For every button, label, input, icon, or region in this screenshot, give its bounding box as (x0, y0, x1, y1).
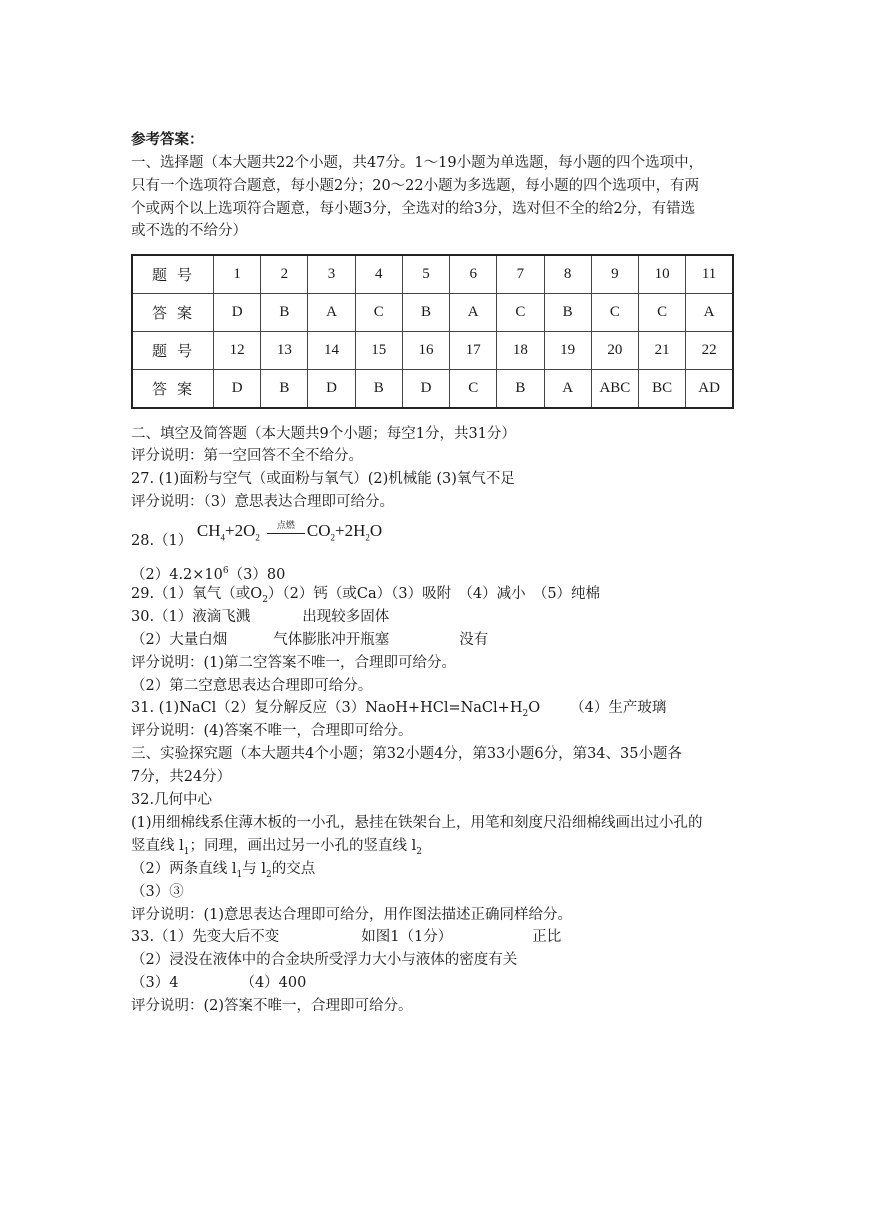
table-cell: A (544, 370, 591, 409)
subscript: 2 (265, 869, 272, 880)
table-cell: 22 (686, 332, 733, 370)
table-row-numbers-2 (132, 332, 733, 370)
eq-ch: CH (196, 521, 221, 540)
eq-o2: +2O (225, 521, 256, 540)
answer-33-3b: （4）400 (240, 975, 307, 991)
answer-32-1b (131, 836, 422, 862)
table-header-ans: 答案 (132, 294, 214, 332)
answer-33-1b: 如图1（1分） (361, 929, 453, 945)
table-cell: B (497, 370, 544, 409)
answer-31-note: 评分说明：(4)答案不唯一，合理即可给分。 (131, 723, 413, 739)
table-header-num: 题号 (132, 255, 214, 294)
section1-text-line3: 个或两个以上选项符合题意，每小题3分，全选对的给3分，选对但不全的给2分，有错选 (131, 201, 696, 217)
table-cell: 5 (402, 255, 449, 294)
table-cell: B (544, 294, 591, 332)
answer-33-1a: 33.（1）先变大后不变 (131, 929, 280, 945)
text: 与 l (242, 861, 266, 877)
table-cell: A (686, 294, 733, 332)
section1-text-line1: 一、选择题（本大题共22个小题，共47分。1～19小题为单选题，每小题的四个选项中， (131, 155, 704, 171)
table-cell: ABC (591, 370, 638, 409)
answer-28-2: （2）4.2×10 (131, 566, 223, 583)
answer-33-3 (131, 973, 306, 993)
table-cell: 2 (261, 255, 308, 294)
table-cell: 9 (591, 255, 638, 294)
table-cell: C (591, 294, 638, 332)
table-cell: A (450, 294, 497, 332)
subscript: 1 (183, 846, 190, 857)
table-cell: 12 (214, 332, 261, 370)
answer-30-1a: 30.（1）液滴飞溅 (131, 609, 251, 625)
answer-33-3a: （3）4 (131, 975, 179, 991)
section3-title-line1: 三、实验探究题（本大题共4个小题；第32小题4分，第33小题6分，第34、35小题各 (131, 746, 682, 762)
chemical-equation (197, 521, 417, 545)
table-cell: 17 (450, 332, 497, 370)
table-cell: 6 (450, 255, 497, 294)
eq-sub: 2 (365, 532, 370, 543)
text: 竖直线 l (131, 838, 184, 854)
eq-h: +2H (335, 521, 366, 540)
table-cell: C (497, 294, 544, 332)
table-row-numbers-1 (132, 255, 733, 294)
section1-text-line4: 或不选的不给分） (131, 223, 247, 239)
answer-29 (131, 584, 600, 610)
table-header-num: 题号 (132, 332, 214, 370)
answer-33-2: （2）浸没在液体中的合金块所受浮力大小与液体的密度有关 (131, 952, 518, 968)
eq-o: O (369, 521, 383, 540)
table-cell: 3 (308, 255, 355, 294)
table-cell: 18 (497, 332, 544, 370)
section3-title-line2: 7分，共24分） (131, 769, 232, 785)
table-row-answers-1 (132, 294, 733, 332)
table-cell: D (308, 370, 355, 409)
answer-32: 32.几何中心 (131, 792, 213, 808)
table-cell: B (402, 294, 449, 332)
answer-31 (131, 698, 666, 724)
answer-31-c: （4）生产玻璃 (570, 700, 667, 716)
answer-28-3: （3）80 (228, 566, 286, 583)
answer-29-a: 29.（1）氧气（或O (131, 586, 263, 602)
answer-28-part2 (131, 561, 285, 585)
answer-32-2 (131, 859, 315, 885)
table-cell: D (214, 370, 261, 409)
answer-30-1 (131, 607, 389, 627)
table-cell: 15 (355, 332, 402, 370)
answer-27: 27. (1)面粉与空气（或面粉与氧气）(2)机械能 (3)氧气不足 (131, 471, 515, 487)
answer-29-b: ）（2）钙（或Ca）（3）吸附 （4）减小 （5）纯棉 (267, 586, 601, 602)
subscript: 2 (262, 594, 268, 605)
table-cell: AD (686, 370, 733, 409)
eq-co: CO (306, 521, 331, 540)
table-row-answers-2 (132, 370, 733, 409)
answer-30-note1: 评分说明：(1)第二空答案不唯一，合理即可给分。 (131, 655, 457, 671)
table-cell: D (214, 294, 261, 332)
table-cell: 13 (261, 332, 308, 370)
answer-33-note: 评分说明：(2)答案不唯一，合理即可给分。 (131, 998, 413, 1014)
table-cell: 21 (638, 332, 685, 370)
answer-30-2a: （2）大量白烟 (131, 632, 228, 648)
table-cell: D (402, 370, 449, 409)
answer-31-b: O (528, 700, 541, 716)
text: 的交点 (271, 861, 316, 877)
text: （2）两条直线 l (131, 861, 237, 877)
text: ；同理，画出过另一小孔的竖直线 l (189, 838, 417, 854)
table-cell: C (355, 294, 402, 332)
answer-31-a: 31. (1)NaCl（2）复分解反应（3）NaoH+HCl=NaCl+H (131, 700, 523, 716)
eq-sub: 4 (220, 532, 226, 543)
reaction-condition: 点燃 (276, 520, 295, 530)
answer-32-1a: (1)用细棉线系住薄木板的一小孔，悬挂在铁架台上，用笔和刻度尺沿细棉线画出过小孔的 (131, 815, 703, 831)
answer-33-1 (131, 927, 561, 947)
table-cell: BC (638, 370, 685, 409)
subscript: 2 (416, 846, 422, 857)
answer-30-2c: 没有 (459, 632, 489, 648)
eq-sub: 2 (330, 532, 336, 543)
section1-text-line2: 只有一个选项符合题意，每小题2分；20～22小题为多选题，每小题的四个选项中，有两 (131, 178, 700, 194)
eq-sub: 2 (255, 532, 260, 543)
answer-33-1c: 正比 (532, 929, 562, 945)
table-cell: A (308, 294, 355, 332)
table-cell: 11 (686, 255, 733, 294)
subscript: 2 (522, 708, 529, 719)
table-cell: B (261, 370, 308, 409)
table-cell: B (261, 294, 308, 332)
answer-30-note2: （2）第二空意思表达合理即可给分。 (131, 678, 373, 694)
table-cell: 4 (355, 255, 402, 294)
table-cell: 1 (214, 255, 261, 294)
table-cell: 7 (497, 255, 544, 294)
table-cell: 19 (544, 332, 591, 370)
answer-28-label: 28.（1） (131, 533, 193, 549)
table-cell: 8 (544, 255, 591, 294)
answer-32-3: （3）③ (131, 884, 184, 900)
table-header-ans: 答案 (132, 370, 214, 409)
section2-note: 评分说明：第一空回答不全不给分。 (131, 448, 363, 464)
table-cell: 14 (308, 332, 355, 370)
table-cell: C (638, 294, 685, 332)
exponent: 6 (222, 566, 229, 576)
answer-32-note: 评分说明：(1)意思表达合理即可给分，用作图法描述正确同样给分。 (131, 907, 573, 923)
table-cell: 10 (638, 255, 685, 294)
answer-30-2b: 气体膨胀冲开瓶塞 (273, 632, 390, 648)
table-cell: B (355, 370, 402, 409)
reaction-arrow-line (267, 533, 305, 534)
answer-28-equation (131, 521, 417, 551)
subscript: 1 (236, 869, 243, 880)
table-cell: C (450, 370, 497, 409)
answer-30-1b: 出现较多固体 (302, 609, 390, 625)
answer-table (131, 254, 734, 409)
section2-title: 二、填空及简答题（本大题共9个小题；每空1分，共31分） (131, 426, 516, 442)
table-cell: 20 (591, 332, 638, 370)
answer-27-note: 评分说明：（3）意思表达合理即可给分。 (131, 494, 394, 510)
heading: 参考答案： (131, 131, 204, 148)
answer-30-2 (131, 630, 488, 650)
table-cell: 16 (402, 332, 449, 370)
